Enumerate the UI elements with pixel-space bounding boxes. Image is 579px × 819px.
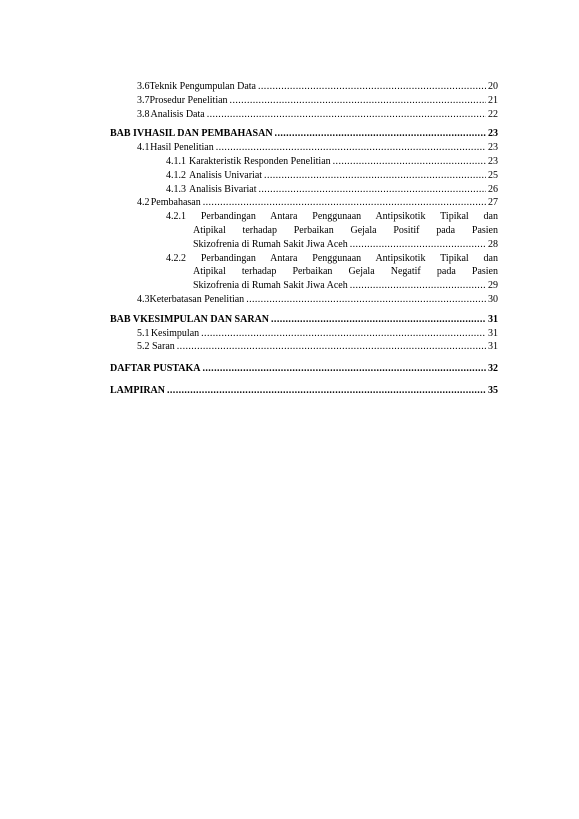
- entry-title: Karakteristik Responden Penelitian: [189, 155, 331, 167]
- entry-title: Prosedur Penelitian: [149, 94, 228, 106]
- entry-number: 4.2: [137, 197, 150, 209]
- entry-page: 31: [488, 313, 498, 325]
- entry-page: 35: [488, 384, 498, 396]
- entry-number: 5.2: [137, 341, 150, 353]
- entry-line-3: [166, 279, 498, 293]
- entry-number: 4.1.2: [166, 169, 186, 181]
- entry-title: Analisis Data: [150, 108, 205, 120]
- entry-title-line-2: Atipikal terhadap Perbaikan Gejala Positif pada Pasien: [193, 224, 498, 236]
- entry-title: Teknik Pengumpulan Data: [149, 81, 256, 92]
- entry-page: 25: [488, 169, 498, 181]
- dot-leader: [275, 127, 486, 141]
- entry-title: Analisis Bivariat: [189, 183, 257, 195]
- dot-leader: [350, 279, 486, 293]
- entry-title-line-3: Skizofrenia di Rumah Sakit Jiwa Aceh: [193, 238, 348, 250]
- entry-title-line-2: Atipikal terhadap Perbaikan Gejala Negatif pada Pasien: [193, 266, 498, 278]
- dot-leader: [167, 384, 486, 398]
- chapter-number: BAB IV: [110, 128, 145, 140]
- toc-entry-4-1-3[interactable]: [110, 183, 498, 197]
- toc-entry-3-7[interactable]: [110, 94, 498, 108]
- entry-page: 32: [488, 363, 498, 375]
- entry-title-line-3: Skizofrenia di Rumah Sakit Jiwa Aceh: [193, 280, 348, 292]
- toc-entry-4-1-1[interactable]: [110, 155, 498, 169]
- entry-page: 31: [488, 327, 498, 339]
- entry-page: 29: [488, 280, 498, 292]
- dot-leader: [258, 80, 486, 94]
- toc-entry-bab-iv[interactable]: [110, 127, 498, 141]
- toc-entry-lampiran[interactable]: [110, 384, 498, 398]
- toc-entry-4-1-2[interactable]: [110, 169, 498, 183]
- entry-page: 22: [488, 108, 498, 120]
- chapter-title: DAFTAR PUSTAKA: [110, 363, 201, 375]
- entry-page: 23: [488, 142, 498, 154]
- dot-leader: [271, 313, 486, 327]
- toc-entry-4-2-2[interactable]: [110, 252, 498, 293]
- entry-page: 20: [488, 81, 498, 92]
- toc-entry-3-6[interactable]: [110, 80, 498, 94]
- entry-page: 21: [488, 94, 498, 106]
- toc-entry-3-8[interactable]: [110, 108, 498, 122]
- entry-title: Hasil Penelitian: [150, 142, 214, 154]
- toc-entry-4-2[interactable]: [110, 196, 498, 210]
- entry-title-line-1: Perbandingan Antara Penggunaan Antipsikotik Tipikal dan: [200, 252, 498, 264]
- table-of-contents: [110, 80, 498, 398]
- entry-number: 3.6: [137, 81, 150, 92]
- entry-title: Analisis Univariat: [189, 169, 263, 181]
- entry-title-line-1: Perbandingan Antara Penggunaan Antipsikotik Tipikal dan: [200, 211, 498, 223]
- toc-entry-5-1[interactable]: [110, 327, 498, 341]
- chapter-title: KESIMPULAN DAN SARAN: [140, 313, 270, 325]
- entry-page: 28: [488, 238, 498, 250]
- dot-leader: [333, 155, 486, 169]
- dot-leader: [246, 293, 486, 307]
- entry-page: 26: [488, 183, 498, 195]
- entry-page: 27: [488, 197, 498, 209]
- dot-leader: [207, 108, 486, 122]
- entry-number: 3.8: [137, 108, 150, 120]
- entry-number: 4.1: [137, 142, 150, 154]
- toc-entry-4-1[interactable]: [110, 141, 498, 155]
- dot-leader: [259, 183, 487, 197]
- entry-number: 4.2.1: [166, 211, 186, 223]
- entry-number: 4.2.2: [166, 252, 186, 264]
- entry-page: 31: [488, 341, 498, 353]
- toc-entry-4-3[interactable]: [110, 293, 498, 307]
- entry-page: 30: [488, 293, 498, 305]
- toc-entry-4-2-1[interactable]: [110, 210, 498, 251]
- entry-title: Pembahasan: [150, 197, 201, 209]
- dot-leader: [177, 340, 486, 354]
- toc-entry-daftar-pustaka[interactable]: [110, 362, 498, 376]
- dot-leader: [216, 141, 486, 155]
- entry-number: 4.1.3: [166, 183, 186, 195]
- entry-title: Saran: [152, 341, 175, 353]
- chapter-title: LAMPIRAN: [110, 384, 165, 396]
- dot-leader: [350, 238, 486, 252]
- entry-number: 5.1: [137, 327, 150, 339]
- chapter-title: HASIL DAN PEMBAHASAN: [144, 128, 273, 140]
- entry-page: 23: [488, 155, 498, 167]
- entry-line-1: [166, 210, 498, 224]
- dot-leader: [201, 327, 486, 341]
- dot-leader: [203, 196, 486, 210]
- dot-leader: [230, 94, 486, 108]
- entry-line-1: [166, 252, 498, 266]
- chapter-number: BAB V: [110, 313, 141, 325]
- entry-number: 4.1.1: [166, 155, 186, 167]
- toc-entry-bab-v[interactable]: [110, 313, 498, 327]
- entry-page: 23: [488, 128, 498, 140]
- entry-title: Keterbatasan Penelitian: [149, 293, 245, 305]
- entry-title: Kesimpulan: [150, 327, 200, 339]
- dot-leader: [264, 169, 486, 183]
- entry-number: 3.7: [137, 94, 150, 106]
- toc-entry-5-2[interactable]: [110, 340, 498, 354]
- entry-line-3: [166, 238, 498, 252]
- dot-leader: [202, 362, 486, 376]
- entry-number: 4.3: [137, 293, 150, 305]
